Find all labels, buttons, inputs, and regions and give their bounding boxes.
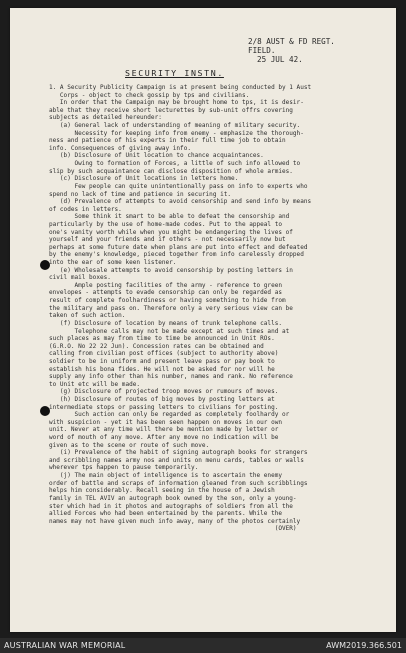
- body-line: slip by such acquaintance can disclose disposition of whole armies.: [49, 167, 293, 175]
- body-line: Ample posting facilities of the army - reference to green: [49, 281, 282, 289]
- document-title: SECURITY INSTN.: [125, 68, 224, 78]
- body-line: with suspicion - yet it has been seen happen on moves in our own: [49, 418, 282, 426]
- body-line: the military and pass on. Therefore only a very serious view can be: [49, 304, 293, 312]
- body-line: Corps - object to check gossip by tps and civilians.: [49, 91, 250, 99]
- body-line: (e) Wholesale attempts to avoid censorship by posting letters in: [49, 266, 293, 274]
- body-line: such places as may from time to time be announced in Unit ROs.: [49, 335, 275, 343]
- body-line: Few people can quite unintentionally pass on info to experts who: [49, 182, 308, 190]
- body-line: family in TEL AVIV an autograph book owned by the son, only a young-: [49, 494, 297, 502]
- body-line: into the ear of some keen listener.: [49, 259, 177, 267]
- body-line: given as to the scene or route of such move.: [49, 441, 210, 449]
- body-line: Owing to formation of Forces, a little of such info allowed to: [49, 160, 301, 168]
- body-line: In order that the Campaign may be brought home to tps, it is desir-: [49, 99, 304, 107]
- body-line: envelopes - attempts to evade censorship can only be regarded as: [49, 289, 282, 297]
- unit-header: 2/8 AUST & FD REGT.: [248, 37, 335, 46]
- body-line: taken of such action.: [49, 312, 126, 320]
- body-line: establish his bona fides. He will not be asked for nor will he: [49, 365, 275, 373]
- body-line: Telephone calls may not be made except at such times and at: [49, 327, 290, 335]
- body-line: names may not have given much info away, many of the photos certainly: [49, 517, 301, 525]
- body-line: (a) General lack of understanding of meaning of military security.: [49, 122, 301, 130]
- body-line: intermediate stops or passing letters to civilians for posting.: [49, 403, 279, 411]
- body-line: Some think it smart to be able to defeat the censorship and: [49, 213, 290, 221]
- body-line: allied Forces who had been entertained by the parents. While the: [49, 510, 282, 518]
- body-line: wherever tps happen to pause temporarily.: [49, 464, 199, 472]
- body-line: subjects as detailed hereunder:: [49, 114, 162, 122]
- body-line: ness and patience of his experts in their full time job to obtain: [49, 137, 286, 145]
- body-line: spend no lack of time and patience in securing it.: [49, 190, 232, 198]
- body-line: supply any info other than his number, names and rank. No reference: [49, 373, 293, 381]
- body-line: (j) The main object of intelligence is to ascertain the enemy: [49, 472, 282, 480]
- body-line: unit. Never at any time will there be mention made by letter or: [49, 426, 279, 434]
- body-line: Necessity for keeping info from enemy - emphasize the thorough-: [49, 129, 304, 137]
- body-line: (G.R.O. No 22 22 Jun). Concession rates can be obtained and: [49, 342, 264, 350]
- archive-name: AUSTRALIAN WAR MEMORIAL: [4, 641, 126, 650]
- body-line: calling from civilian post offices (subject to authority above): [49, 350, 279, 358]
- body-line: order of battle and scraps of information gleaned from such scribblings: [49, 479, 308, 487]
- archive-footer: [0, 638, 406, 653]
- body-line: soldier to be in uniform and present leave pass or pay book to: [49, 357, 275, 365]
- body-line: (h) Disclosure of routes of big moves by posting letters at: [49, 395, 275, 403]
- document-body: [49, 84, 392, 533]
- body-line: ster which had in it photos and autographs of soldiers from all the: [49, 502, 293, 510]
- body-line: info. Consequences of giving away info.: [49, 144, 191, 152]
- body-line: of codes in letters.: [49, 205, 122, 213]
- body-line: 1. A Security Publicity Campaign is at present being conducted by 1 Aust: [49, 84, 312, 91]
- location-header: FIELD.: [248, 46, 276, 55]
- body-line: (i) Prevalence of the habit of signing autograph books for strangers: [49, 449, 308, 457]
- body-line: and scribbling names army nos and units on menu cards, tables or walls: [49, 456, 304, 464]
- body-line: perhaps at some future date when plans are put into effect and defeated: [49, 243, 308, 251]
- date-header: 25 JUL 42.: [257, 55, 303, 64]
- body-line: (OVER): [49, 525, 297, 533]
- archive-reference: AWM2019.366.501: [326, 641, 402, 650]
- body-line: to Unit etc will be made.: [49, 380, 141, 388]
- body-line: yourself and your friends and if others - not necessarily now but: [49, 236, 286, 244]
- body-line: particularly by the use of home-made codes. Put to the appeal to: [49, 220, 282, 228]
- body-line: able that they receive short lecturettes by sub-unit offrs covering: [49, 106, 293, 114]
- body-line: (b) Disclosure of Unit location to chance acquaintances.: [49, 152, 264, 160]
- body-line: Such action can only be regarded as completely foolhardy or: [49, 411, 290, 419]
- body-line: (f) Disclosure of location by means of trunk telephone calls.: [49, 319, 282, 327]
- body-line: (g) Disclosure of projected troop moves or rumours of moves.: [49, 388, 279, 396]
- body-line: (d) Prevalence of attempts to avoid censorship and send info by means: [49, 198, 312, 206]
- body-line: (c) Disclosure of Unit locations in letters home.: [49, 175, 239, 183]
- body-line: one's vanity worth while when you might be endangering the lives of: [49, 228, 293, 236]
- body-line: word of mouth of any move. After any move no indication will be: [49, 434, 279, 442]
- body-line: by the enemy's knowledge, pieced together from info carelessly dropped: [49, 251, 304, 259]
- body-line: result of complete foolhardiness or having something to hide from: [49, 297, 286, 305]
- body-line: helps him considerably. Recall seeing in the house of a Jewish: [49, 487, 275, 495]
- body-line: civil mail boxes.: [49, 274, 111, 282]
